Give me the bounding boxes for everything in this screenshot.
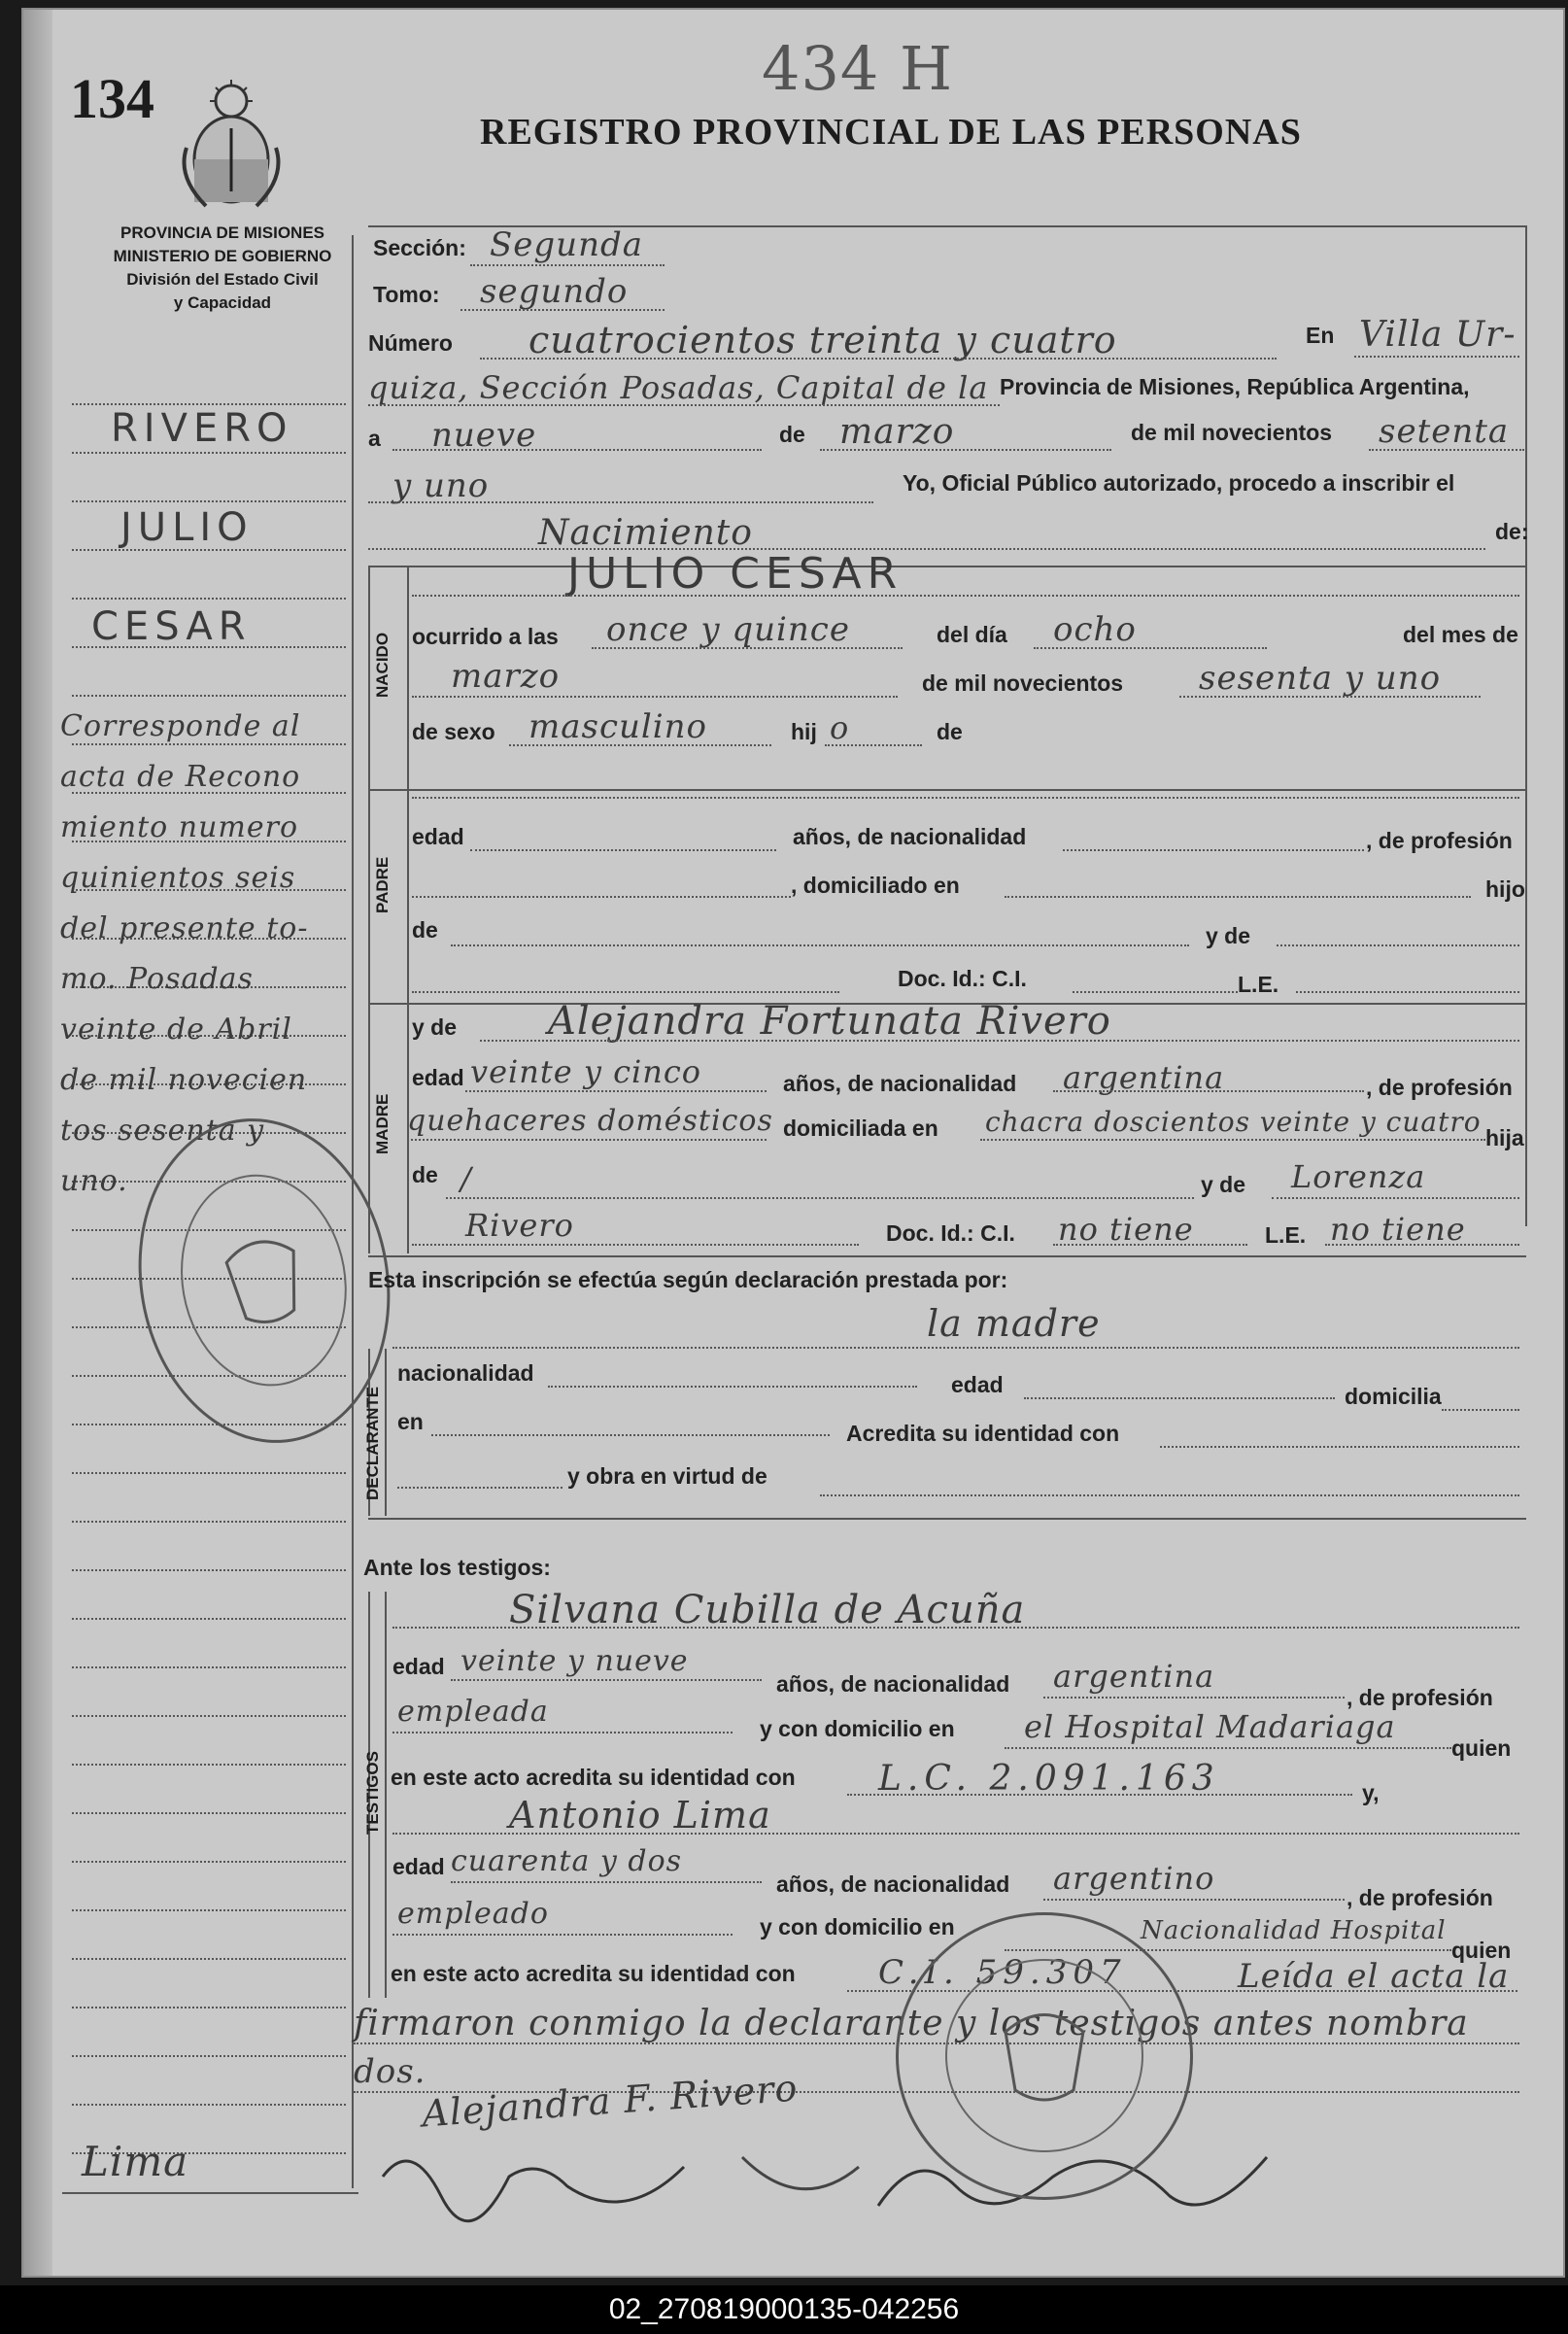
place-value: quiza, Sección Posadas, Capital de la: [368, 369, 989, 406]
hora-value: once y quince: [606, 610, 850, 649]
margin-note-line: uno.: [60, 1164, 128, 1198]
padre-anos-label: años, de nacionalidad: [793, 824, 1027, 849]
padre-section-label: PADRE: [373, 856, 392, 913]
w1-profesion-label: , de profesión: [1346, 1685, 1493, 1710]
declarante-edad-label: edad: [951, 1372, 1004, 1397]
madre-doc-label: Doc. Id.: C.I.: [886, 1220, 1015, 1246]
madre-doc-value: no tiene: [1058, 1211, 1194, 1248]
w2-profesion-label: , de profesión: [1346, 1885, 1493, 1910]
padre-edad-label: edad: [412, 824, 464, 849]
dia-value: nueve: [431, 416, 537, 455]
witness-2-name: Antonio Lima: [509, 1794, 771, 1836]
w1-domicilio-label: y con domicilio en: [760, 1716, 955, 1741]
en-value: Villa Ur-: [1359, 315, 1517, 355]
madre-le-label: L.E.: [1265, 1222, 1307, 1248]
madre-profesion-label: , de profesión: [1366, 1075, 1513, 1100]
witness-2-id: C.I. 59.307: [878, 1953, 1127, 1992]
nacido-year-label: de mil novecientos: [922, 670, 1124, 696]
sexo-label: de sexo: [412, 719, 495, 744]
madre-profesion-value: quehaceres domésticos: [407, 1104, 773, 1138]
closing-line-2: firmaron conmigo la declarante y los testigos antes nombra: [354, 2004, 1469, 2043]
hij-label: hij: [791, 719, 817, 744]
margin-note-line: quinientos seis: [60, 861, 296, 895]
dia-nacimiento-value: ocho: [1053, 610, 1137, 649]
pencil-number: 434 H: [762, 33, 954, 104]
w2-domicilio-label: y con domicilio en: [760, 1914, 955, 1939]
org-line-1: PROVINCIA DE MISIONES: [119, 223, 324, 242]
witness-2-domicilio: Nacionalidad Hospital: [1141, 1916, 1447, 1945]
del-mes-label: del mes de: [1403, 622, 1518, 647]
madre-hija-label: hija: [1485, 1125, 1524, 1150]
margin-note-line: veinte de Abril: [60, 1013, 292, 1047]
register-page: [21, 8, 1565, 2278]
register-title: REGISTRO PROVINCIAL DE LAS PERSONAS: [480, 112, 1302, 153]
margin-note-line: tos sesenta y: [60, 1114, 265, 1148]
witness-2-profesion: empleado: [397, 1897, 549, 1931]
declarante-value: la madre: [927, 1302, 1101, 1345]
witness-1-profesion: empleada: [397, 1695, 549, 1729]
padre-y-de-label: y de: [1206, 923, 1251, 948]
witness-1-domicilio: el Hospital Madariaga: [1024, 1708, 1396, 1745]
nacido-year-value: sesenta y uno: [1199, 659, 1442, 698]
madre-domicilio-value: chacra doscientos veinte y cuatro: [985, 1106, 1482, 1138]
w2-anos-label: años, de nacionalidad: [776, 1871, 1010, 1897]
padre-hijo-label: hijo: [1485, 876, 1525, 902]
declarante-en-label: en: [397, 1409, 424, 1434]
margin-name-1: JULIO: [120, 505, 254, 550]
de-label: de: [779, 422, 805, 447]
declarante-acredita-label: Acredita su identidad con: [846, 1421, 1120, 1446]
testigos-intro: Ante los testigos:: [363, 1555, 551, 1580]
declarante-obra-label: y obra en virtud de: [567, 1463, 767, 1489]
madre-madre-value-2: Rivero: [465, 1207, 574, 1244]
w1-anos-label: años, de nacionalidad: [776, 1671, 1010, 1697]
hij-value: o: [830, 709, 850, 746]
declarante-domicilia-label: domicilia: [1345, 1384, 1442, 1409]
margin-note-line: Corresponde al: [60, 709, 301, 743]
declarante-section-label: DECLARANTE: [363, 1386, 382, 1500]
margin-note-line: del presente to-: [60, 911, 309, 945]
mes-nacimiento-value: marzo: [451, 657, 561, 696]
seccion-label: Sección:: [373, 235, 466, 260]
tomo-value: segundo: [480, 272, 629, 311]
org-line-2: MINISTERIO DE GOBIERNO: [113, 247, 332, 265]
folio-number: 134: [70, 67, 154, 130]
witness-1-edad: veinte y nueve: [460, 1644, 689, 1678]
witness-1-nacionalidad: argentina: [1053, 1658, 1215, 1695]
ocurrido-label: ocurrido a las: [412, 624, 559, 649]
madre-de-label: de: [412, 1162, 438, 1187]
w2-acredita-label: en este acto acredita su identidad con: [391, 1961, 796, 1986]
w2-edad-label: edad: [392, 1854, 445, 1879]
a-label: a: [368, 426, 381, 451]
right-border: [1525, 225, 1527, 1226]
declarante-nacionalidad-label: nacionalidad: [397, 1360, 534, 1386]
en-label: En: [1306, 323, 1335, 348]
padre-de-label: de: [412, 917, 438, 943]
year-value-1: setenta: [1379, 412, 1510, 451]
oficial-text: Yo, Oficial Público autorizado, procedo a inscribir el: [903, 470, 1455, 496]
w1-acredita-label: en este acto acredita su identidad con: [391, 1765, 796, 1790]
coat-of-arms-icon: [177, 80, 286, 216]
seccion-value: Segunda: [490, 225, 644, 264]
padre-le-label: L.E.: [1238, 972, 1279, 997]
year-label: de mil novecientos: [1131, 420, 1333, 445]
margin-note-line: acta de Recono: [60, 760, 301, 794]
margin-surname: RIVERO: [111, 406, 293, 451]
child-name: JULIO CESAR: [567, 549, 903, 599]
de-colon: de:: [1495, 519, 1529, 544]
mes-value: marzo: [839, 412, 955, 452]
tomo-label: Tomo:: [373, 282, 440, 307]
w1-quien-label: quien: [1451, 1735, 1512, 1761]
witness-1-name: Silvana Cubilla de Acuña: [509, 1588, 1026, 1632]
madre-domicilio-label: domiciliada en: [783, 1116, 938, 1141]
org-line-3: División del Estado Civil: [126, 270, 319, 289]
issuing-organization: [82, 222, 363, 315]
madre-y-de-label-2: y de: [1201, 1172, 1246, 1197]
numero-value: cuatrocientos treinta y cuatro: [528, 319, 1117, 361]
madre-le-value: no tiene: [1330, 1211, 1466, 1248]
madre-edad-value: veinte y cinco: [470, 1053, 702, 1090]
org-line-4: y Capacidad: [173, 293, 272, 312]
declarante-intro: Esta inscripción se efectúa según declaración prestada por:: [368, 1267, 1008, 1292]
del-dia-label: del día: [937, 622, 1007, 647]
padre-profesion-label: , de profesión: [1366, 828, 1513, 853]
margin-witness-signature: Lima: [82, 2138, 189, 2185]
madre-anos-label: años, de nacionalidad: [783, 1071, 1017, 1096]
witness-2-nacionalidad: argentino: [1053, 1860, 1215, 1897]
w2-quien-label: quien: [1451, 1938, 1512, 1963]
closing-line-3: dos.: [354, 2052, 426, 2091]
witness-1-id: L.C. 2.091.163: [878, 1759, 1220, 1799]
madre-y-de-label: y de: [412, 1014, 458, 1040]
stamp-emblem-icon: [899, 1915, 1190, 2197]
padre-doc-label: Doc. Id.: C.I.: [898, 966, 1027, 991]
numero-label: Número: [368, 330, 453, 356]
madre-edad-label: edad: [412, 1065, 464, 1090]
closing-line-1: Leída el acta la: [1238, 1957, 1510, 1996]
w1-y-label: y,: [1362, 1780, 1380, 1805]
province-text: Provincia de Misiones, República Argentina,: [1000, 374, 1470, 399]
mother-name: Alejandra Fortunata Rivero: [548, 999, 1111, 1044]
nacido-section-label: NACIDO: [373, 632, 392, 698]
madre-section-label: MADRE: [373, 1093, 392, 1154]
padre-domicilio-label: , domiciliado en: [791, 873, 960, 898]
madre-padre-value: /: [460, 1160, 472, 1197]
madre-nacionalidad-value: argentina: [1063, 1059, 1225, 1096]
w1-edad-label: edad: [392, 1654, 445, 1679]
margin-name-2: CESAR: [91, 604, 252, 649]
official-stamp-right: [896, 1912, 1193, 2200]
witness-2-edad: cuarenta y dos: [451, 1844, 683, 1878]
tipo-value: Nacimiento: [538, 513, 753, 553]
margin-note-line: miento numero: [60, 810, 299, 844]
madre-madre-value-1: Lorenza: [1291, 1158, 1426, 1195]
year-value-2: y uno: [392, 466, 490, 505]
declarante-signature: Alejandra F. Rivero: [420, 2066, 800, 2136]
margin-note-line: de mil novecien: [60, 1063, 308, 1097]
testigos-section-label: TESTIGOS: [363, 1751, 382, 1835]
nacido-de-label: de: [937, 719, 963, 744]
sexo-value: masculino: [528, 707, 708, 746]
image-identifier: 02_270819000135-042256: [0, 2285, 1568, 2334]
margin-note-line: mo. Posadas: [60, 962, 254, 996]
